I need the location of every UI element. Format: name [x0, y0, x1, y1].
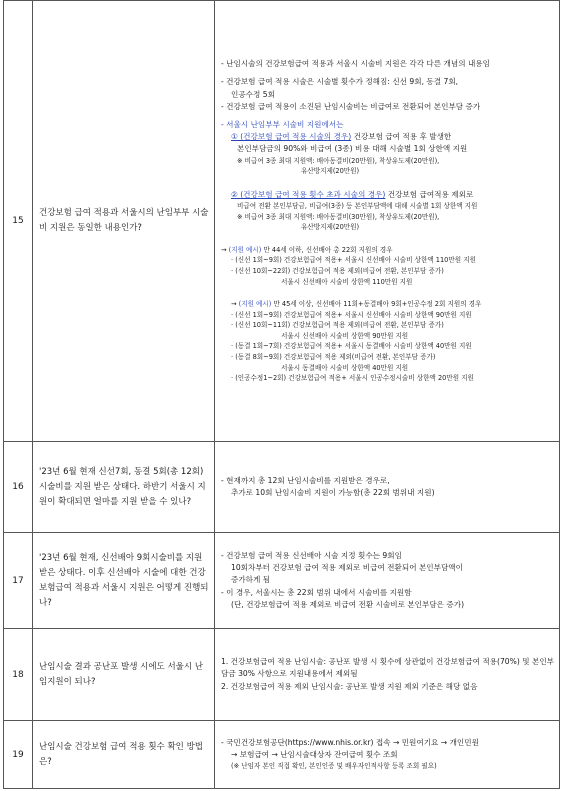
answer-line: - 서울시 난임부부 시술비 지원에서는	[221, 119, 344, 129]
answer-line: ② (건강보험 급여 적용 횟수 초과 시술의 경우) 건강보험 급여적용 제외로	[231, 189, 474, 199]
answer-line: ※ 비급여 3종 최대 지원액: 배아동결비(20만원), 착상유도제(20만원),	[237, 156, 440, 165]
case-label: ② (건강보험 급여 적용 횟수 초과 시술의 경우)	[231, 189, 386, 199]
answer-line: 비급여 전환 본인부담금, 비급여(3종) 등 본인부담액에 대해 시술별 1회 상한액 지원	[237, 201, 478, 210]
answer-cell	[215, 721, 560, 789]
example-heading: → (지원 예시) 만 45세 이상, 신선배아 11회+동결배아 9회+인공수정 2회 지원의 경우	[231, 300, 482, 309]
faq-row	[4, 629, 560, 721]
answer-line: (단, 건강보험급여 적용 제외로 비급여 전환 시술비로 본인부담은 증가)	[231, 599, 465, 609]
example-line: 서울시 신선배아 시술비 상한액 110만원 지원	[281, 277, 413, 286]
answer-line: ① (건강보험 급여 적용 시술의 경우) 건강보험 급여 적용 후 발생한	[231, 132, 452, 142]
row-number: 16	[4, 442, 33, 533]
answer-line: (※ 난임자 본인 직접 확인, 본인인증 및 배우자인적사항 등록 조회 필요)	[231, 762, 437, 771]
example-line: · (신선 10회~11회) 건강보험급여 적용 제외(비급여 전환, 본인부담 증가)	[231, 321, 444, 330]
example-line: · (신선 10회~22회) 건강보험급여 적용 제외(비급여 전환, 본인부담 증가)	[231, 266, 444, 275]
example-line: · (신선 1회~9회) 건강보험급여 적용+ 서울시 신선배아 시술비 상한액 110만원 지원	[231, 256, 476, 265]
answer-line: - 건강보험 급여 적용 시술은 시술별 횟수가 정해짐: 신선 9회, 동결 7회,	[221, 77, 459, 87]
answer-cell	[215, 533, 560, 629]
answer-cell	[215, 1, 560, 442]
example-line: · (신선 1회~9회) 건강보험급여 적용+ 서울시 신선배아 시술비 상한액 90만원 지원	[231, 310, 472, 319]
case-label: ① (건강보험 급여 적용 시술의 경우)	[231, 132, 352, 142]
answer-line: → 보험급여 → 난임시술대상자 잔여급여 횟수 조회	[231, 750, 398, 760]
answer-line: 증가하게 됨	[231, 575, 271, 585]
faq-row	[4, 442, 560, 533]
example-line: · (동결 8회~9회) 건강보험급여 적용 제외(비급여 전환, 본인부담 증가)	[231, 353, 436, 362]
answer-line: 본인부담금의 90%와 비급여 (3종) 비용 대해 시술별 1회 상한액 지원	[237, 144, 468, 154]
question-cell: '23년 6월 현재 신선7회, 동결 5회(총 12회) 시술비를 지원 받은 상태다. 하반기 서울시 지원이 확대되면 얼마를 지원 받을 수 있나?	[33, 442, 215, 533]
example-heading: → (지원 예시) 만 44세 이하, 신선배아 총 22회 지원의 경우	[221, 245, 393, 254]
answer-line: 1. 건강보험급여 적용 난임시술: 공난포 발생 시 횟수에 상관없이 건강보험급여 적용(70%) 및 본인부담금 30% 사항으로 지원내용에서 제외됨	[221, 657, 554, 679]
example-line: · (인공수정1~2회) 건강보험급여 적용+ 서울시 인공수정시술비 상한액 20만원 지원	[231, 374, 474, 383]
example-line: 서울시 신선배아 시술비 상한액 90만원 지원	[281, 331, 409, 340]
question-cell: 난임시술 결과 공난포 발생 시에도 서울시 난임지원이 되나?	[33, 629, 215, 721]
row-number: 15	[4, 1, 33, 442]
question-cell: '23년 6월 현재, 신선배아 9회시술비를 지원 받은 상태다. 이후 신선배아 시술에 대한 건강보험급여 적용과 서울시 지원은 어떻게 진행되나?	[33, 533, 215, 629]
answer-line: 유산방지제(20만원)	[301, 223, 360, 232]
example-line: · (동결 1회~7회) 건강보험급여 적용+ 서울시 동결배아 시술비 상한액 40만원 지원	[231, 342, 472, 351]
faq-table	[3, 0, 560, 789]
answer-line: 유산방지제(20만원)	[301, 167, 360, 176]
row-number: 17	[4, 533, 33, 629]
answer-line: - 건강보험 급여 적용이 소진된 난임시술비는 비급여로 전환되어 본인부담 증가	[221, 101, 481, 111]
answer-cell	[215, 629, 560, 721]
answer-line: 추가로 10회 난임시술비 지원이 가능함(총 22회 범위내 지원)	[231, 488, 435, 497]
answer-line: 2. 건강보험급여 적용 제외 난임시술: 공난포 발생 지원 제외 기준은 해당 없음	[221, 681, 478, 691]
question-cell: 난임시술 건강보험 급여 적용 횟수 확인 방법은?	[33, 721, 215, 789]
answer-line: 10회차부터 건강보험 급여 적용 제외로 비급여 전환되어 본인부담액이	[231, 563, 463, 573]
faq-row	[4, 533, 560, 629]
faq-row	[4, 1, 560, 442]
answer-line: 인공수정 5회	[231, 89, 275, 99]
answer-line: - 건강보험 급여 적용 신선배아 시술 지정 횟수는 9회임	[221, 550, 402, 560]
answer-cell	[215, 442, 560, 533]
answer-line: ※ 비급여 3종 최대 지원액: 배아동결비(30만원), 착상유도제(20만원),	[237, 212, 440, 221]
answer-line: - 현재까지 총 12회 난임시술비를 지원받은 경우로,	[221, 475, 390, 485]
answer-line: - 이 경우, 서울시는 총 22회 범위 내에서 시술비를 지원함	[221, 587, 412, 597]
row-number: 19	[4, 721, 33, 789]
example-line: 서울시 동결배아 시술비 상한액 40만원 지원	[281, 363, 409, 372]
row-number: 18	[4, 629, 33, 721]
faq-row	[4, 721, 560, 789]
answer-line: - 난임시술의 건강보험급여 적용과 서울시 시술비 지원은 각각 다른 개념의 내용임	[221, 59, 490, 69]
answer-line: - 국민건강보험공단(https://www.nhis.or.kr) 접속 → 민원여기요 → 개인민원	[221, 738, 479, 747]
question-cell: 건강보험 급여 적용과 서울시의 난임부부 시술비 지원은 동일한 내용인가?	[33, 1, 215, 442]
